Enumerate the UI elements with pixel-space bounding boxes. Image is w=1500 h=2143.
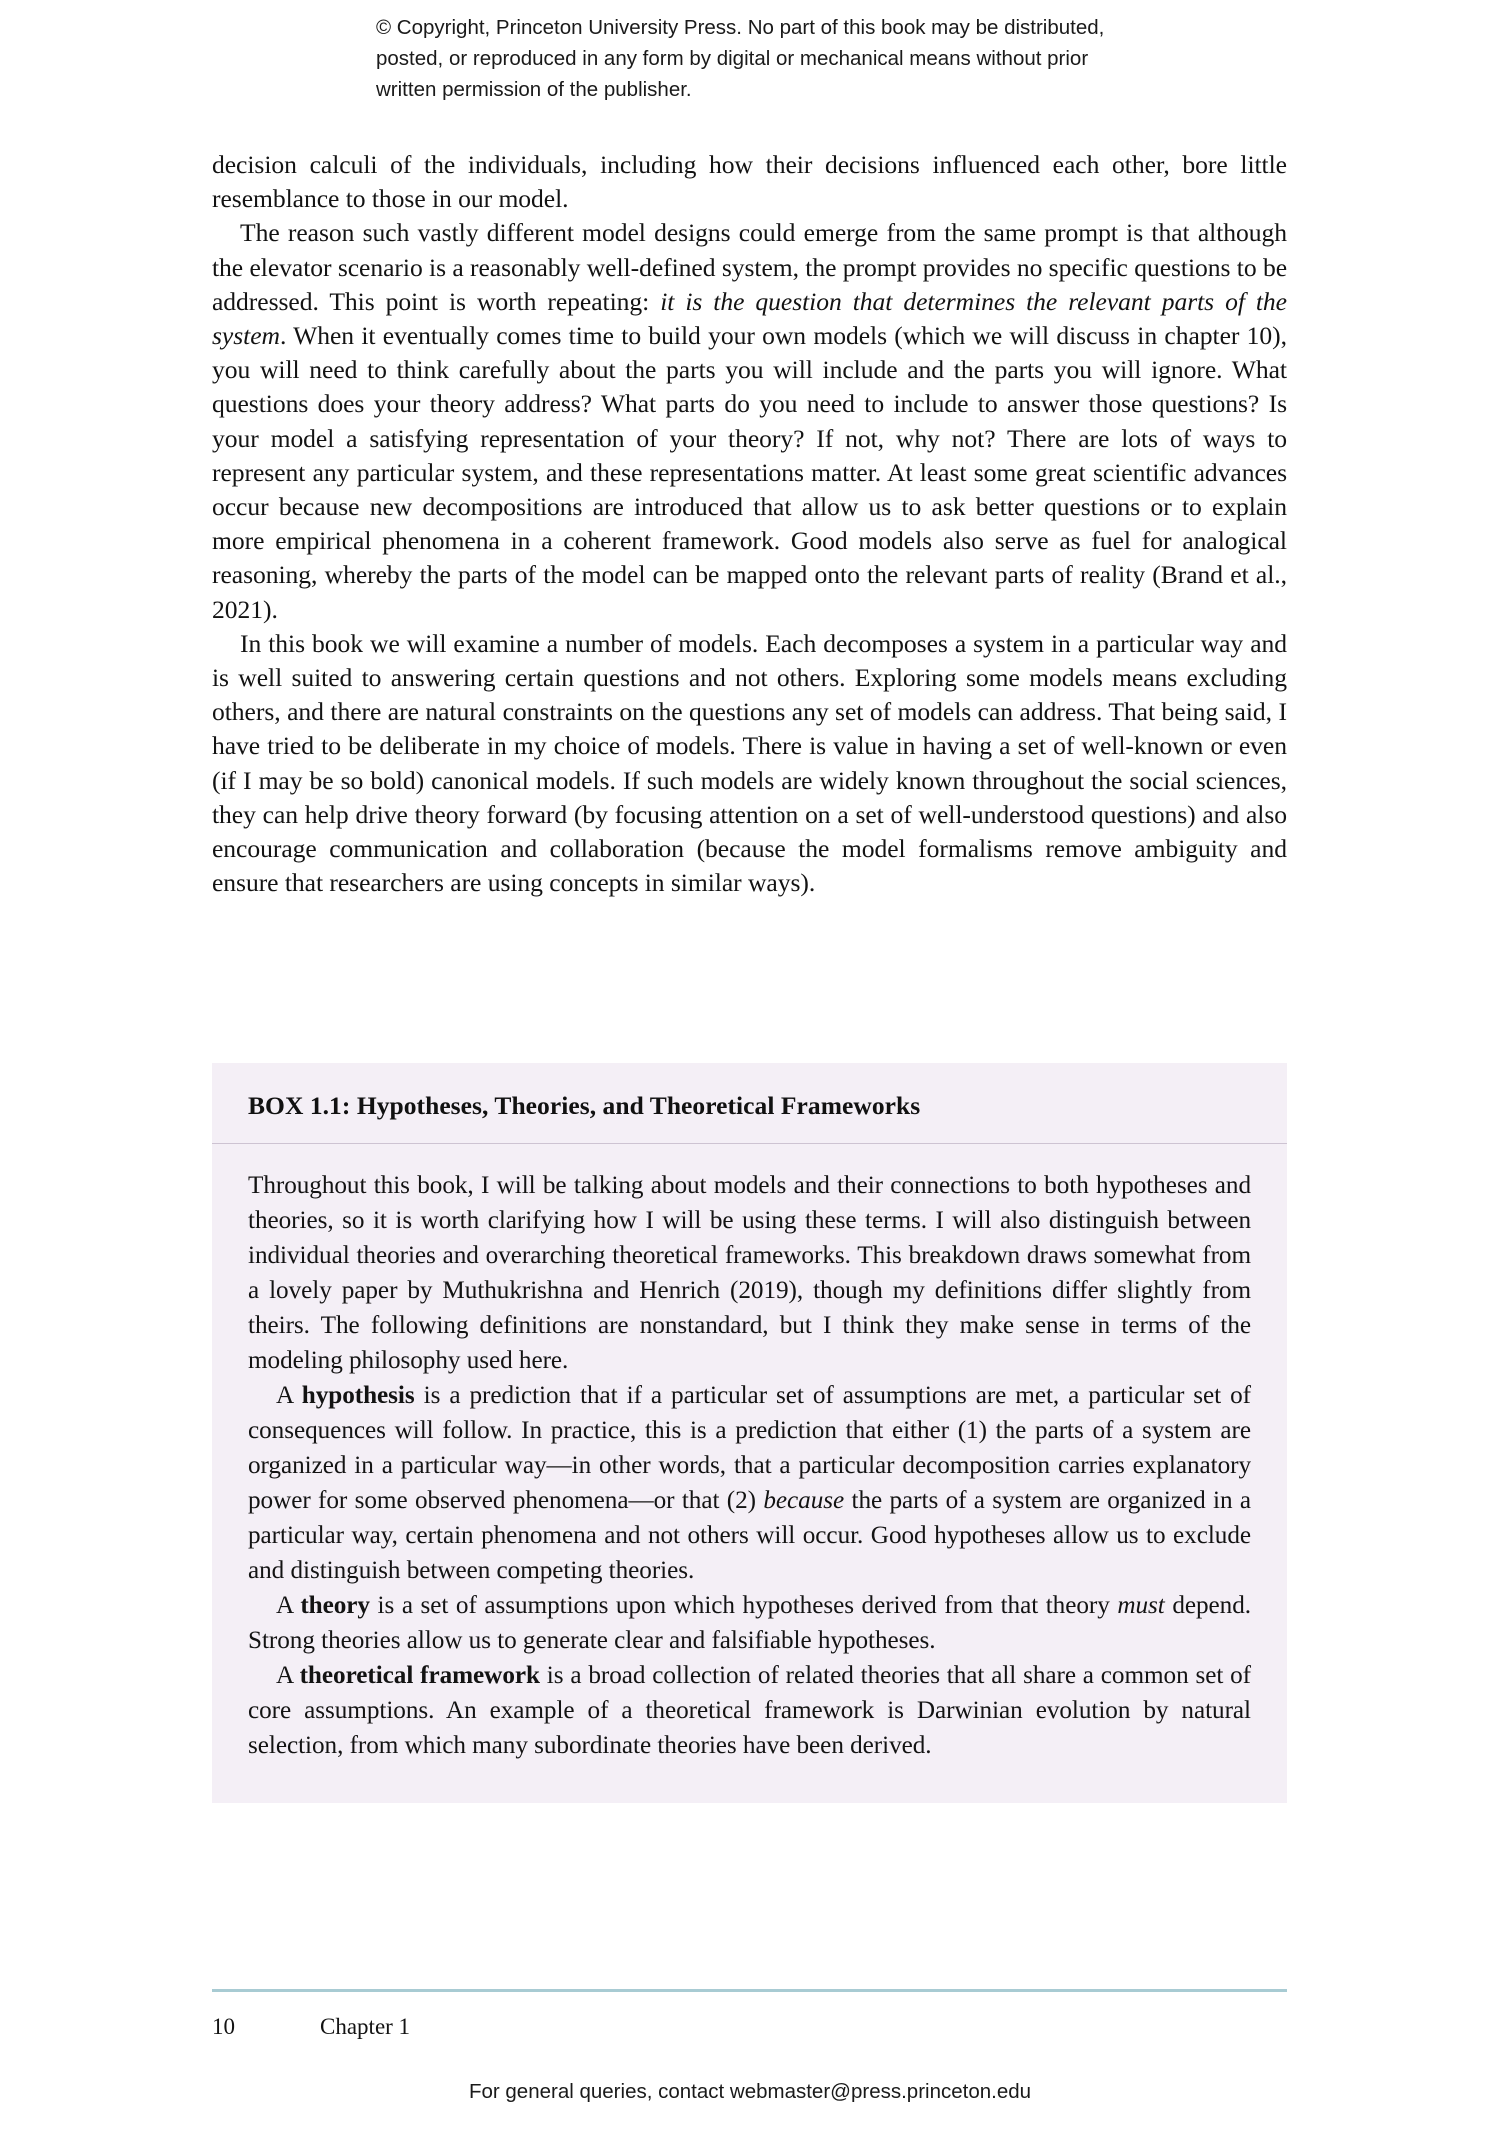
main-text-column	[212, 148, 1287, 900]
body-paragraph: The reason such vastly different model designs could emerge from the same prompt is that although the elevator scenario is a reasonably well-defined system, the prompt provides no specific questions to be addressed. This point is worth repeating: it is the question that determines the relevant parts of the system. When it eventually comes time to build your own models (which we will discuss in chapter 10), you will need to think carefully about the parts you will include and the parts you will ignore. What questions does your theory address? What parts do you need to include to answer those questions? Is your model a satisfying representation of your theory? If not, why not? There are lots of ways to represent any particular system, and these representations matter. At least some great scientific advances occur because new decompositions are introduced that allow us to ask better questions or to explain more empirical phenomena in a coherent framework. Good models also serve as fuel for analogical reasoning, whereby the parts of the model can be mapped onto the relevant parts of reality (Brand et al., 2021).	[212, 218, 1288, 624]
folio	[212, 2012, 1287, 2042]
page-number: 10	[212, 2014, 235, 2039]
box-paragraph: A theoretical framework is a broad collection of related theories that all share a common set of core assumptions. An example of a theoretical framework is Darwinian evolution by natural selection, from which many subordinate theories have been derived.	[248, 1662, 1251, 1759]
callout-box-header	[212, 1063, 1287, 1144]
chapter-label: Chapter 1	[320, 2014, 411, 2039]
body-paragraph: In this book we will examine a number of models. Each decomposes a system in a particular way and is well suited to answering certain questions and not others. Exploring some models means excluding others, and there are natural constraints on the questions any set of models can address. That being said, I have tried to be deliberate in my choice of models. There is value in having a set of well-known or even (if I may be so bold) canonical models. If such models are widely known throughout the social sciences, they can help drive theory forward (by focusing attention on a set of well-understood questions) and also encourage communication and collaboration (because the model formalisms remove ambiguity and ensure that researchers are using concepts in similar ways).	[212, 628, 1287, 898]
box-paragraph: A theory is a set of assumptions upon which hypotheses derived from that theory must depend. Strong theories allow us to generate clear and falsifiable hypotheses.	[248, 1592, 1251, 1654]
box-paragraph: Throughout this book, I will be talking about models and their connections to both hypotheses and theories, so it is worth clarifying how I will be using these terms. I will also distinguish between individual theories and overarching theoretical frameworks. This breakdown draws somewhat from a lovely paper by Muthukrishna and Henrich (2019), though my definitions differ slightly from theirs. The following definitions are nonstandard, but I think they make sense in terms of the modeling philosophy used here.	[248, 1172, 1251, 1374]
callout-box	[212, 1063, 1287, 1803]
general-queries-line: For general queries, contact webmaster@press.princeton.edu	[468, 2080, 1032, 2103]
copyright-notice: © Copyright, Princeton University Press. No part of this book may be distributed, posted, or reproduced in any form by digital or mechanical means without prior written permission of the publisher.	[376, 16, 1105, 101]
callout-box-body	[212, 1144, 1287, 1803]
body-paragraph: decision calculi of the individuals, including how their decisions influenced each other, bore little resemblance to those in our model.	[212, 150, 1287, 214]
footer-rule	[212, 1989, 1287, 1992]
box-paragraph: A hypothesis is a prediction that if a particular set of assumptions are met, a particular set of consequences will follow. In practice, this is a prediction that either (1) the parts of a system are organized in a particular way—in other words, that a particular decomposition carries explanatory power for some observed phenomena—or that (2) because the parts of a system are organized in a particular way, certain phenomena and not others will occur. Good hypotheses allow us to exclude and distinguish between competing theories.	[248, 1382, 1252, 1584]
callout-box-title: BOX 1.1: Hypotheses, Theories, and Theoretical Frameworks	[248, 1091, 921, 1120]
